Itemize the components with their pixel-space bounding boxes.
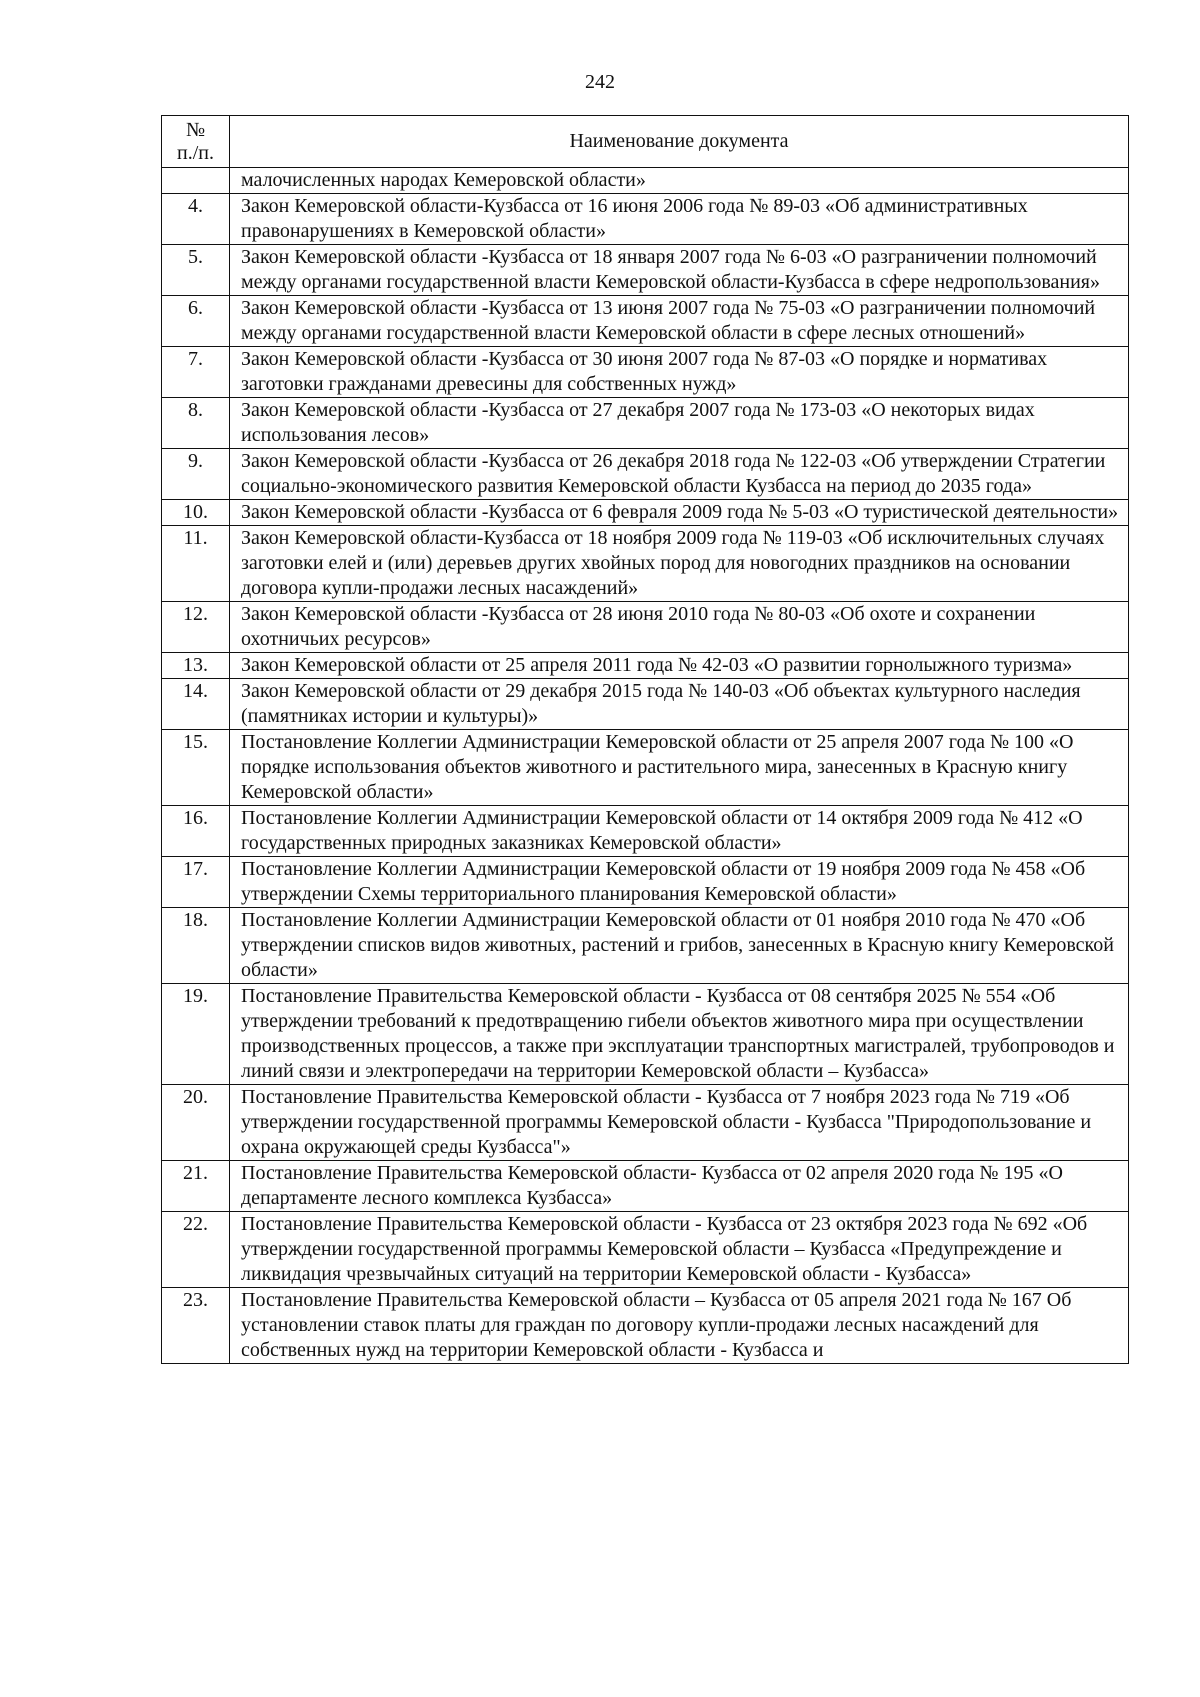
row-number-cell: 19. xyxy=(162,984,230,1085)
table-row xyxy=(162,398,1129,449)
row-text-cell: Постановление Коллегии Администрации Кемеровской области от 01 ноября 2010 года № 470 «Об утверждении списков видов животных, растений и грибов, занесенных в Красную книгу Кемеровской области» xyxy=(230,908,1129,984)
table-row xyxy=(162,602,1129,653)
table-row xyxy=(162,653,1129,679)
table-row xyxy=(162,1212,1129,1288)
row-number-cell xyxy=(162,168,230,194)
row-number-cell: 23. xyxy=(162,1288,230,1364)
row-text-cell: Закон Кемеровской области -Кузбасса от 28 июня 2010 года № 80-03 «Об охоте и сохранении охотничьих ресурсов» xyxy=(230,602,1129,653)
row-text-cell: Закон Кемеровской области от 25 апреля 2011 года № 42-03 «О развитии горнолыжного туризма» xyxy=(230,653,1129,679)
row-text-cell: Закон Кемеровской области -Кузбасса от 30 июня 2007 года № 87-03 «О порядке и нормативах заготовки гражданами древесины для собственных нужд» xyxy=(230,347,1129,398)
document-list-table xyxy=(161,115,1129,1364)
row-text-cell: Постановление Коллегии Администрации Кемеровской области от 19 ноября 2009 года № 458 «Об утверждении Схемы территориального планирования Кемеровской области» xyxy=(230,857,1129,908)
table-row-continuation xyxy=(162,168,1129,194)
table-row xyxy=(162,730,1129,806)
header-document-name: Наименование документа xyxy=(230,116,1129,168)
table-row xyxy=(162,449,1129,500)
table-row xyxy=(162,245,1129,296)
row-number-cell: 16. xyxy=(162,806,230,857)
table-row xyxy=(162,984,1129,1085)
table-row xyxy=(162,806,1129,857)
row-text-cell: Закон Кемеровской области-Кузбасса от 16 июня 2006 года № 89-03 «Об административных правонарушениях в Кемеровской области» xyxy=(230,194,1129,245)
row-number-cell: 8. xyxy=(162,398,230,449)
row-number-cell: 4. xyxy=(162,194,230,245)
table-row xyxy=(162,1085,1129,1161)
row-number-cell: 18. xyxy=(162,908,230,984)
table-row xyxy=(162,296,1129,347)
row-text-cell: Закон Кемеровской области -Кузбасса от 26 декабря 2018 года № 122-03 «Об утверждении Стратегии социально-экономического развития Кемеровской области Кузбасса на период до 2035 года» xyxy=(230,449,1129,500)
row-text-cell: Постановление Коллегии Администрации Кемеровской области от 14 октября 2009 года № 412 «О государственных природных заказниках Кемеровской области» xyxy=(230,806,1129,857)
table-row xyxy=(162,347,1129,398)
header-number-abbrev: п./п. xyxy=(177,141,214,164)
table-row xyxy=(162,679,1129,730)
row-text-cell: Закон Кемеровской области-Кузбасса от 18 ноября 2009 года № 119-03 «Об исключительных случаях заготовки елей и (или) деревьев других хвойных пород для новогодних праздников на основании договора купли-продажи лесных насаждений» xyxy=(230,526,1129,602)
row-number-cell: 12. xyxy=(162,602,230,653)
row-text-cell: Постановление Правительства Кемеровской области- Кузбасса от 02 апреля 2020 года № 195 «О департаменте лесного комплекса Кузбасса» xyxy=(230,1161,1129,1212)
row-text-cell: Постановление Правительства Кемеровской области - Кузбасса от 7 ноября 2023 года № 719 «Об утверждении государственной программы Кемеровской области - Кузбасса "Природопользование и охрана окружающей среды Кузбасса"» xyxy=(230,1085,1129,1161)
row-number-cell: 5. xyxy=(162,245,230,296)
row-text-cell: Закон Кемеровской области от 29 декабря 2015 года № 140-03 «Об объектах культурного наследия (памятниках истории и культуры)» xyxy=(230,679,1129,730)
header-number-column xyxy=(162,116,230,168)
table-row xyxy=(162,857,1129,908)
table-header-row xyxy=(162,116,1129,168)
row-number-cell: 9. xyxy=(162,449,230,500)
row-number-cell: 22. xyxy=(162,1212,230,1288)
row-text-cell: Постановление Правительства Кемеровской области - Кузбасса от 08 сентября 2025 № 554 «Об утверждении требований к предотвращению гибели объектов животного мира при осуществлении производственных процессов, а также при эксплуатации транспортных магистралей, трубопроводов и линий связи и электропередачи на территории Кемеровской области – Кузбасса» xyxy=(230,984,1129,1085)
row-number-cell: 13. xyxy=(162,653,230,679)
row-text-cell: Постановление Коллегии Администрации Кемеровской области от 25 апреля 2007 года № 100 «О порядке использования объектов животного и растительного мира, занесенных в Красную книгу Кемеровской области» xyxy=(230,730,1129,806)
row-number-cell: 6. xyxy=(162,296,230,347)
table-row xyxy=(162,526,1129,602)
row-number-cell: 14. xyxy=(162,679,230,730)
row-text-cell: Закон Кемеровской области -Кузбасса от 18 января 2007 года № 6-03 «О разграничении полномочий между органами государственной власти Кемеровской области-Кузбасса в сфере недропользования» xyxy=(230,245,1129,296)
table-row xyxy=(162,194,1129,245)
header-number-symbol: № xyxy=(185,118,206,141)
row-text-cell: Постановление Правительства Кемеровской области – Кузбасса от 05 апреля 2021 года № 167 Об установлении ставок платы для граждан по договору купли-продажи лесных насаждений для собственных нужд на территории Кемеровской области - Кузбасса и xyxy=(230,1288,1129,1364)
row-text-cell: малочисленных народах Кемеровской области» xyxy=(230,168,1129,194)
table-body xyxy=(162,168,1129,1364)
row-number-cell: 7. xyxy=(162,347,230,398)
row-number-cell: 20. xyxy=(162,1085,230,1161)
row-number-cell: 15. xyxy=(162,730,230,806)
page-number: 242 xyxy=(585,71,615,93)
row-text-cell: Закон Кемеровской области -Кузбасса от 13 июня 2007 года № 75-03 «О разграничении полномочий между органами государственной власти Кемеровской области в сфере лесных отношений» xyxy=(230,296,1129,347)
table-row xyxy=(162,500,1129,526)
table-row xyxy=(162,1288,1129,1364)
table-row xyxy=(162,908,1129,984)
row-text-cell: Закон Кемеровской области -Кузбасса от 6 февраля 2009 года № 5-03 «О туристической деятельности» xyxy=(230,500,1129,526)
row-number-cell: 11. xyxy=(162,526,230,602)
table-row xyxy=(162,1161,1129,1212)
row-number-cell: 10. xyxy=(162,500,230,526)
row-text-cell: Постановление Правительства Кемеровской области - Кузбасса от 23 октября 2023 года № 692 «Об утверждении государственной программы Кемеровской области – Кузбасса «Предупреждение и ликвидация чрезвычайных ситуаций на территории Кемеровской области - Кузбасса» xyxy=(230,1212,1129,1288)
row-number-cell: 17. xyxy=(162,857,230,908)
row-text-cell: Закон Кемеровской области -Кузбасса от 27 декабря 2007 года № 173-03 «О некоторых видах использования лесов» xyxy=(230,398,1129,449)
row-number-cell: 21. xyxy=(162,1161,230,1212)
